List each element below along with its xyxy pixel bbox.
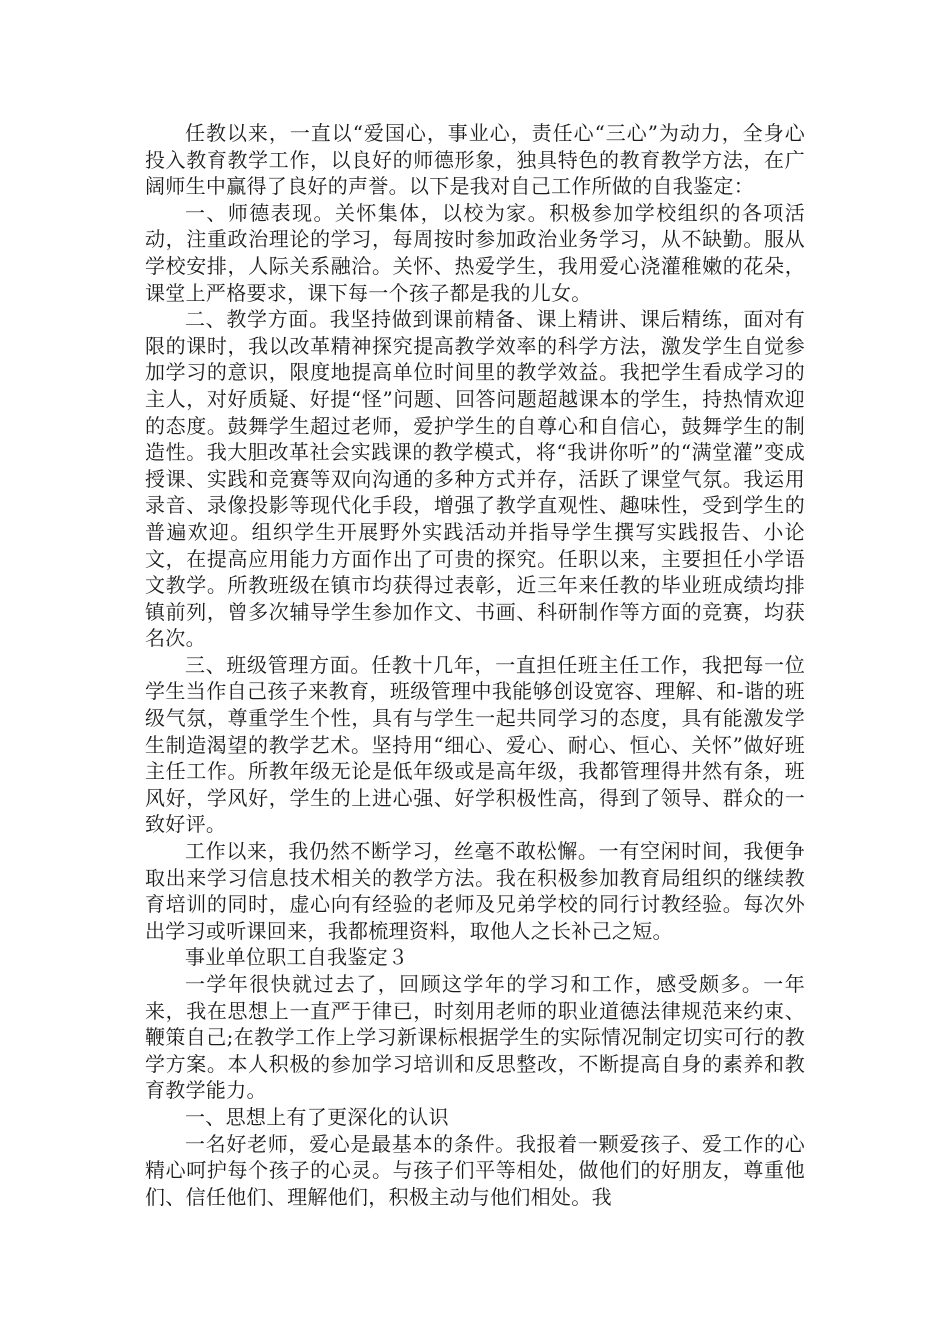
paragraph-learning: 工作以来，我仍然不断学习，丝毫不敢松懈。一有空闲时间，我便争取出来学习信息技术相关的教学方法。我在积极参加教育局组织的继续教育培训的同时，虚心向有经验的老师及兄弟学校的同行讨教经验。每次外出学习或听课回来，我都梳理资料，取他人之长补己之短。	[145, 839, 805, 943]
subsection-title: 一、思想上有了更深化的认识	[185, 1104, 449, 1129]
document-page	[145, 120, 805, 1210]
paragraph-love: 一名好老师，爱心是最基本的条件。我报着一颗爱孩子、爱工作的心精心呵护每个孩子的心灵。与孩子们平等相处，做他们的好朋友，尊重他们、信任他们、理解他们，积极主动与他们相处。我	[145, 1131, 805, 1209]
section-title: 事业单位职工自我鉴定３	[185, 945, 409, 970]
paragraph-class-management: 三、班级管理方面。任教十几年，一直担任班主任工作，我把每一位学生当作自己孩子来教育，班级管理中我能够创设宽容、理解、和-谐的班级气氛，尊重学生个性，具有与学生一起共同学习的态度，具有能激发学生制造渴望的教学艺术。坚持用“细心、爱心、耐心、恒心、关怀”做好班主任工作。所教年级无论是低年级或是高年级，我都管理得井然有条，班风好，学风好，学生的上进心强、好学积极性高，得到了领导、群众的一致好评。	[145, 652, 805, 837]
paragraph-year-review: 一学年很快就过去了，回顾这学年的学习和工作，感受颇多。一年来，我在思想上一直严于律已，时刻用老师的职业道德法律规范来约束、鞭策自己;在教学工作上学习新课标根据学生的实际情况制定切实可行的教学方案。本人积极的参加学习培训和反思整改，不断提高自身的素养和教育教学能力。	[145, 972, 805, 1103]
paragraph-teaching: 二、教学方面。我坚持做到课前精备、课上精讲、课后精练，面对有限的课时，我以改革精神探究提高教学效率的科学方法，激发学生自觉参加学习的意识，限度地提高单位时间里的教学效益。我把学生看成学习的主人，对好质疑、好提“怪”问题、回答问题超越课本的学生，持热情欢迎的态度。鼓舞学生超过老师，爱护学生的自尊心和自信心，鼓舞学生的制造性。我大胆改革社会实践课的教学模式，将“我讲你听”的“满堂灌”变成授课、实践和竞赛等双向沟通的多种方式并存，活跃了课堂气氛。我运用录音、录像投影等现代化手段，增强了教学直观性、趣味性，受到学生的普遍欢迎。组织学生开展野外实践活动并指导学生撰写实践报告、小论文，在提高应用能力方面作出了可贵的探究。任职以来，主要担任小学语文教学。所教班级在镇市均获得过表彰，近三年来任教的毕业班成绩均排镇前列，曾多次辅导学生参加作文、书画、科研制作等方面的竞赛，均获名次。	[145, 307, 805, 651]
paragraph-ethics: 一、师德表现。关怀集体，以校为家。积极参加学校组织的各项活动，注重政治理论的学习，每周按时参加政治业务学习，从不缺勤。服从学校安排，人际关系融洽。关怀、热爱学生，我用爱心浇灌稚嫩的花朵，课堂上严格要求，课下每一个孩子都是我的儿女。	[145, 200, 805, 305]
paragraph-intro: 任教以来，一直以“爱国心，事业心，责任心“三心”为动力，全身心投入教育教学工作，以良好的师德形象，独具特色的教育教学方法，在广阔师生中赢得了良好的声誉。以下是我对自己工作所做的自我鉴定：	[145, 121, 805, 199]
